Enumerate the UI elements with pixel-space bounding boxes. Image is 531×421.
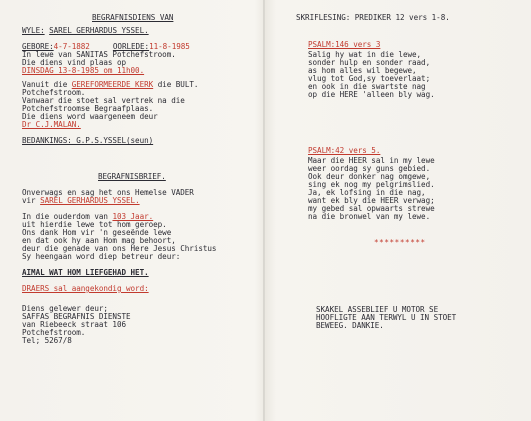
diens-line-3: van Riebeeck straat 106 — [22, 320, 127, 329]
psalm1-line: vlug tot God,sy toeverlaat; — [308, 74, 431, 83]
psalm2-line: want ek bly die HEER verwag; — [308, 196, 435, 205]
draers-text: DRAERS sal aangekondig word: — [22, 284, 149, 293]
bedankings-line: BEDANKINGS: G.P.S.YSSEL(seun) — [22, 136, 154, 145]
gebore-date: 4-7-1882 — [53, 42, 90, 51]
psalm1-line: en ook in die swartste nag — [308, 82, 426, 91]
brief-line-6: en dat ook hy aan Hom mag behoort, — [22, 236, 176, 245]
brief-3-pre: In die ouderdom van — [22, 212, 108, 221]
waargeneem-line: Die diens word waargeneem deur — [22, 112, 158, 121]
gebore-label: GEBORE: — [22, 42, 54, 51]
psalm1-line: sonder hulp en sonder raad, — [308, 58, 431, 67]
brief-line-4: uit hierdie lewe tot hom geroep. — [22, 220, 167, 229]
brief-2-name: SAREL GERHARDUS YSSEL. — [40, 196, 140, 205]
skakel-line-2: HOOFLIGTE AAN TERWYL U IN STOET — [316, 313, 457, 322]
psalm2-line: Ook deur donker nag omgewe, — [308, 172, 431, 181]
skakel-line-1: SKAKEL ASSEBLIEF U MOTOR SE — [316, 305, 439, 314]
wyle-name: SAREL GERHARDUS YSSEL. — [49, 26, 149, 35]
brief-line-2 — [22, 197, 140, 205]
psalm2-title: PSALM:42 vers 5. — [308, 146, 381, 155]
brief-2-pre: vir — [22, 196, 36, 205]
brief-line-5: Ons dank Hom vir 'n geseënde lewe — [22, 228, 172, 237]
wyle-label: WYLE: — [22, 26, 45, 35]
brief-line-8: Sy heengaan word diep betreur deur: — [22, 252, 181, 261]
vanuit-post: die BULT. — [157, 80, 199, 89]
diens-line-5: Tel; 5267/8 — [22, 336, 72, 345]
psalm2-line: my gebed sal opwaarts strewe — [308, 204, 435, 213]
dinsdag-line: DINSDAG 13-8-1985 om 11h00. — [22, 66, 145, 75]
vanuit-pre: Vanuit die — [22, 80, 68, 89]
dominee-line: Dr C.J.MALAN. — [22, 120, 81, 129]
star-divider: ********** — [374, 238, 426, 247]
oorlede-label: OORLEDE: — [112, 42, 150, 51]
brief-3-age: 103 Jaar. — [112, 212, 154, 221]
draers-line — [22, 285, 149, 293]
psalm1-line: Salig hy wat in die lewe, — [308, 50, 422, 59]
brief-heading: BEGRAFNISBRIEF. — [98, 172, 166, 181]
psalm2-line: Ja, ek lofsing in die nag, — [308, 188, 426, 197]
psalm2-line: weer oordag sy guns gebied. — [308, 164, 431, 173]
wyle-line — [22, 27, 149, 35]
skriflesing: SKRIFLESING: PREDIKER 12 vers 1-8. — [296, 13, 450, 22]
aimal-line: AIMAL WAT HOM LIEFGEHAD HET. — [22, 268, 149, 277]
oorlede-date: 11-8-1985 — [149, 42, 190, 51]
brief-line-7: deur die genade van ons Here Jesus Christus — [22, 244, 217, 253]
diens-line-1: Diens gelewer deur; — [22, 304, 108, 313]
skakel-line-3: BEWEEG. DANKIE. — [316, 321, 384, 330]
psalm2-line: sing ek nog my pelgrimslied. — [308, 180, 435, 189]
diens-line-4: Potchefstroom. — [22, 328, 86, 337]
psalm1-line: as hom alles wil begewe, — [308, 66, 417, 75]
page-fold — [263, 0, 265, 421]
psalm2-line: Maar die HEER sal in my lewe — [308, 156, 435, 165]
begraafplaas-line: Potchefstroomse Begraafplaas. — [22, 104, 154, 113]
psalm2-line: na die bronwel van my lewe. — [308, 212, 431, 221]
psalm1-line: op die HERE 'alleen bly wag. — [308, 90, 435, 99]
line-diens: Die diens vind plaas op — [22, 58, 127, 67]
vertrek-line: Vanwaar die stoet sal vertrek na die — [22, 96, 185, 105]
potch-line: Potchefstroom. — [22, 88, 86, 97]
psalm1-title: PSALM:146 vers 3 — [308, 40, 381, 49]
line-lewe: In lewe van SANITAS Potchefstroom. — [22, 50, 176, 59]
brief-line-1: Onverwags en sag het ons Hemelse VADER — [22, 188, 194, 197]
kerk-name: GEREFORMEERDE KERK — [71, 80, 154, 89]
heading: BEGRAFNISDIENS VAN — [92, 13, 174, 22]
diens-line-2: SAFFAS BEGRAFNIS DIENSTE — [22, 312, 131, 321]
